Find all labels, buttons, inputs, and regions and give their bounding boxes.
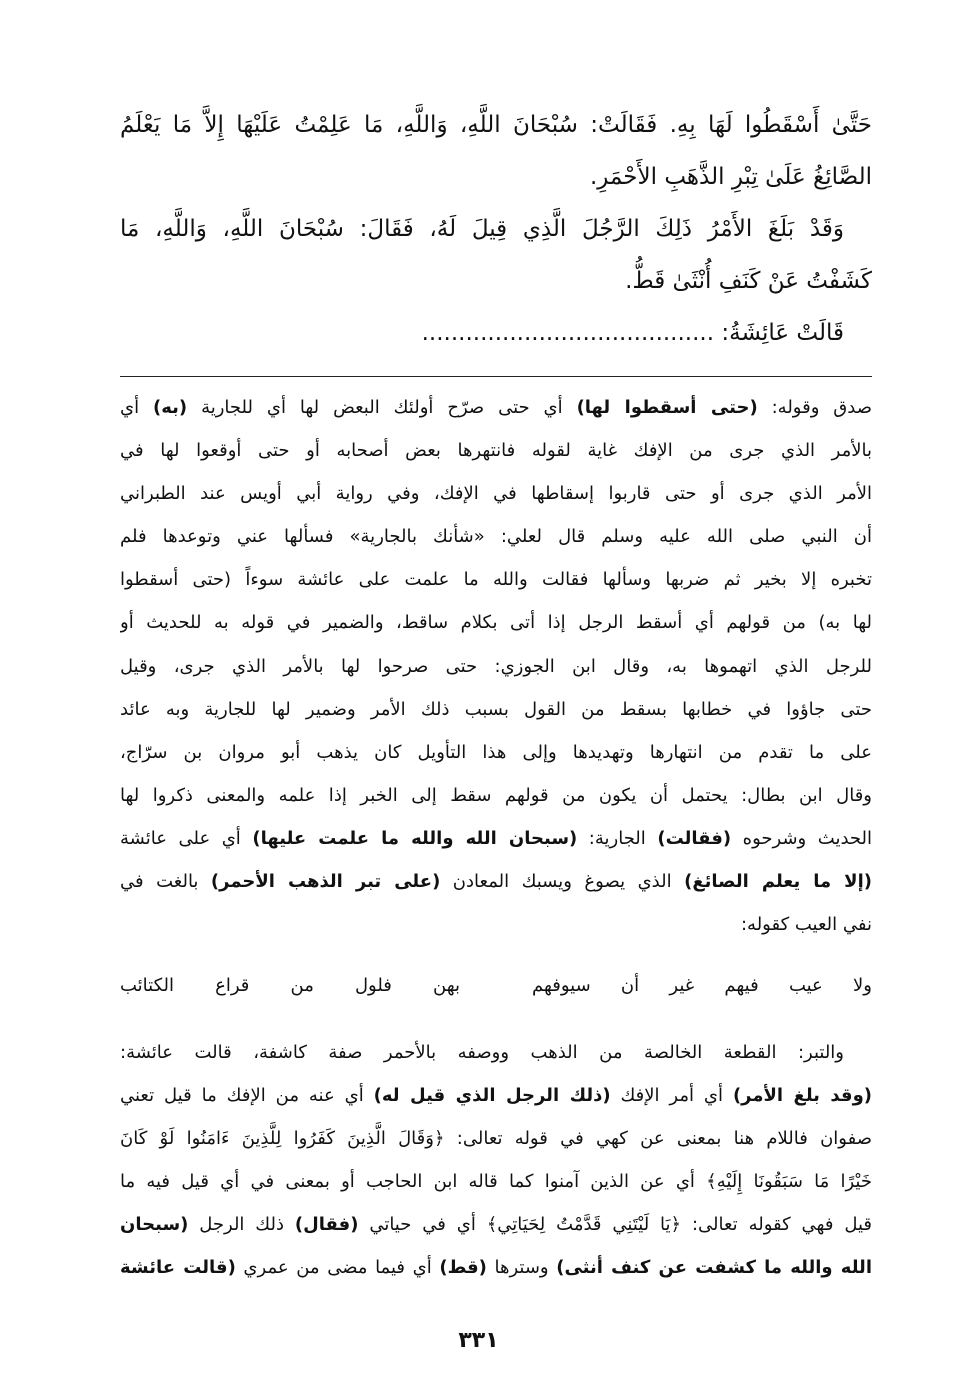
text-line [120,515,872,558]
bold-quote-segment: (على تبر الذهب الأحمر) [210,871,441,893]
text-line [120,731,872,774]
text-line [120,1160,872,1203]
text-line [120,386,872,429]
text-segment: أن النبي صلى الله عليه وسلم قال لعلي: «شأنك بالجارية» فسألها عني وتوعدها فلم [120,526,872,548]
bold-quote-segment: (إلا ما يعلم الصائغ) [684,871,872,893]
text-segment: وَقَدْ بَلَغَ الأَمْرُ ذَلِكَ الرَّجُلَ الَّذِي قِيلَ لَهُ، فَقَالَ: سُبْحَانَ اللَّهِ، وَاللَّهِ، مَا [120,216,844,242]
text-line [120,429,872,472]
text-segment: قيل فهي كقوله تعالى: ﴿يَا لَيْتَنِي قَدَّمْتُ لِحَيَاتِي﴾ أي في حياتي [358,1214,872,1236]
text-segment: الجارية: [577,827,658,849]
bold-quote-segment: (سبحان الله والله ما علمت عليها) [252,827,578,849]
bold-quote-segment: (سبحان [120,1214,189,1236]
text-line [120,860,872,903]
text-segment: على ما تقدم من انتهارها وتهديدها وإلى هذا التأويل كان يذهب أبو مروان بن سرّاج، [120,741,872,763]
text-segment: كَشَفْتُ عَنْ كَنَفِ أُنْثَىٰ قَطُّ. [625,268,872,294]
text-line [120,472,872,515]
text-line [120,558,872,601]
text-segment: لها به) من قولهم أي أسقط الرجل إذا أتى بكلام ساقط، والضمير في قوله به للحديث أو [120,612,872,634]
text-segment: أي أمر الإفك [610,1085,733,1107]
text-line [120,203,872,255]
text-segment: الذي يصوغ ويسبك المعادن [440,871,685,893]
text-line [120,1246,872,1289]
text-segment: وقال ابن بطال: يحتمل أن يكون من قولهم سقط إلى الخبر إذا علمه والمعنى ذكروا لها [120,784,872,806]
text-segment: أي فيما مضى من عمري [235,1257,440,1279]
text-line [120,688,872,731]
text-segment: خَيْرًا مَا سَبَقُونَا إِلَيْهِ﴾ أي عن الذين آمنوا كما قاله ابن الحاجب أو بمعنى في أي قيل فيه ما [120,1171,872,1193]
text-segment: أي على عائشة [120,827,253,849]
bold-quote-segment: (حتى أسقطوا لها) [576,397,758,418]
poem-first-hemistich: ولا عيب فيهم غير أن سيوفهم [532,975,872,996]
commentary-text-continued [120,1031,872,1290]
text-line [120,255,872,307]
text-line [120,1117,872,1160]
hadith-text [120,99,872,359]
bold-quote-segment: (فقال) [294,1214,359,1236]
commentary-text [120,386,872,946]
text-line [120,774,872,817]
text-line [120,307,872,359]
text-line [120,1031,872,1074]
text-segment: الحديث وشرحوه [731,827,872,849]
text-segment: أي [120,397,154,418]
text-segment: تخبره إلا بخير ثم ضربها وسألها فقالت والله ما علمت على عائشة سوءاً (حتى أسقطوا [120,569,872,591]
text-line [120,903,872,946]
bold-quote-segment: (فقالت) [657,827,732,849]
bold-quote-segment: (وقد بلغ الأمر) [732,1085,872,1107]
text-line [120,151,872,203]
text-line [120,817,872,860]
footnote-divider [120,376,872,377]
bold-quote-segment: (قالت عائشة [120,1257,236,1279]
text-segment: أي عنه من الإفك ما قيل تعني [120,1085,374,1107]
text-segment: نفي العيب كقوله: [740,914,872,936]
page-number: ٣٣١ [458,1328,499,1353]
poem-second-hemistich: بهن فلول من قراع الكتائب [120,975,460,996]
text-segment: صفوان فاللام هنا بمعنى عن كهي في قوله تعالى: ﴿وَقَالَ الَّذِينَ كَفَرُوا لِلَّذِينَ ءَامَنُوا لَوْ كَانَ [120,1128,872,1150]
text-line [120,645,872,688]
bold-quote-segment: (ذلك الرجل الذي قيل له) [373,1085,611,1107]
text-segment: حتى جاؤوا في خطابها بسقط من القول بسبب ذلك الأمر وضمير لها للجارية وبه عائد [120,698,872,720]
text-segment: أي حتى صرّح أولئك البعض لها أي للجارية [187,397,577,418]
text-segment: للرجل الذي اتهموها به، وقال ابن الجوزي: حتى صرحوا لها بالأمر الذي جرى، وقيل [120,655,872,677]
text-segment: ذلك الرجل [188,1214,295,1236]
poem-verse [120,964,872,1008]
text-segment: والتبر: القطعة الخالصة من الذهب ووصفه بالأحمر صفة كاشفة، قالت عائشة: [120,1042,844,1063]
text-segment: حَتَّىٰ أَسْقَطُوا لَهَا بِهِ. فَقَالَتْ: سُبْحَانَ اللَّهِ، وَاللَّهِ، مَا عَلِمْتُ عَلَيْهَا إِلاَّ مَا يَعْلَمُ [120,112,872,138]
bold-quote-segment: (قط) [439,1257,487,1279]
text-segment: الأمر الذي جرى أو حتى قاربوا إسقاطها في الإفك، وفي رواية أبي أويس عند الطبراني [120,483,872,505]
text-segment: الصَّائِغُ عَلَىٰ تِبْرِ الذَّهَبِ الأَحْمَرِ. [590,164,872,190]
text-segment: بالغت في [120,871,211,893]
text-segment: صدق وقوله: [757,397,872,418]
text-line [120,99,872,151]
text-line [120,1203,872,1246]
bold-quote-segment: الله والله ما كشفت عن كنف أنثى) [556,1257,872,1279]
bold-quote-segment: (به) [153,397,188,418]
text-line [120,601,872,644]
text-line [120,1074,872,1117]
text-segment: قَالَتْ عَائِشَةُ: ........................................ [421,320,844,346]
text-segment: بالأمر الذي جرى من الإفك غاية لقوله فانتهرها بعض أصحابه أو حتى أوقعوا لها في [120,440,872,462]
text-segment: وسترها [486,1257,557,1279]
